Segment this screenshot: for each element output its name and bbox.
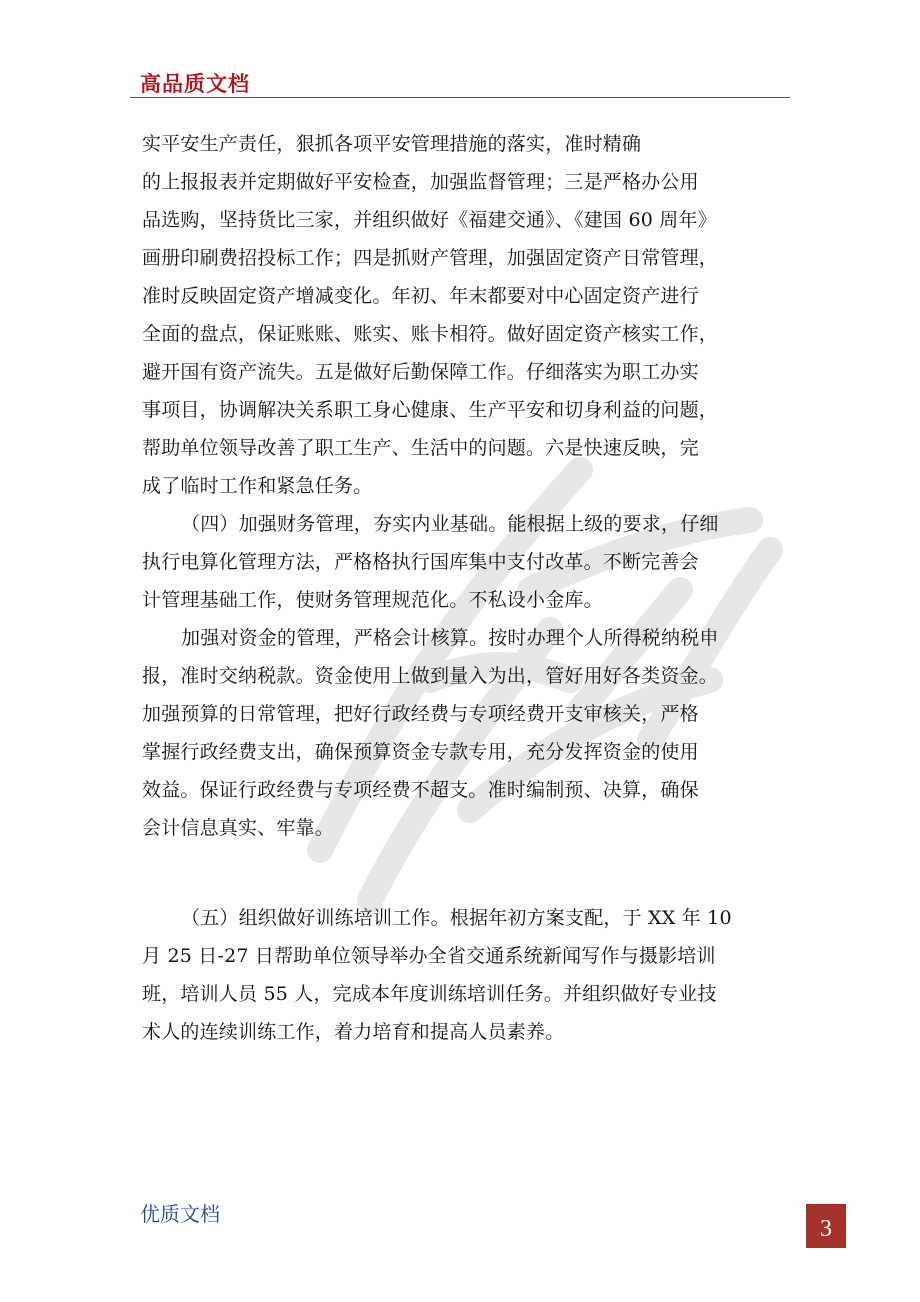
body-line: 品选购，坚持货比三家，并组织做好《福建交通》、《建国 60 周年》	[142, 209, 717, 231]
paragraph-heading-line: （五）组织做好训练培训工作。根据年初方案支配，于 XX 年 10	[181, 907, 732, 929]
body-line: 报，准时交纳税款。资金使用上做到量入为出，管好用好各类资金。	[142, 665, 719, 687]
document-body	[142, 125, 802, 1051]
body-line: 执行电算化管理方法，严格格执行国库集中支付改革。不断完善会	[142, 551, 699, 573]
body-line: 班，培训人员 55 人，完成本年度训练培训任务。并组织做好专业技	[142, 983, 717, 1005]
paragraph-start-line: 加强对资金的管理，严格会计核算。按时办理个人所得税纳税申	[181, 627, 719, 649]
paragraph-gap	[142, 847, 802, 899]
body-line: 全面的盘点，保证账账、账实、账卡相符。做好固定资产核实工作，	[142, 323, 719, 345]
body-line: 画册印刷费招投标工作；四是抓财产管理，加强固定资产日常管理，	[142, 247, 719, 269]
body-line: 避开国有资产流失。五是做好后勤保障工作。仔细落实为职工办实	[142, 361, 699, 383]
body-line: 效益。保证行政经费与专项经费不超支。准时编制预、决算，确保	[142, 779, 699, 801]
header-divider	[130, 97, 790, 98]
footer-title: 优质文档	[140, 1202, 220, 1226]
body-line: 会计信息真实、牢靠。	[142, 817, 335, 839]
page-number-badge: 3	[806, 1204, 846, 1248]
body-line: 月 25 日-27 日帮助单位领导举办全省交通系统新闻写作与摄影培训	[142, 945, 716, 967]
body-line: 准时反映固定资产增减变化。年初、年末都要对中心固定资产进行	[142, 285, 699, 307]
body-line: 实平安生产责任，狠抓各项平安管理措施的落实，准时精确	[142, 133, 642, 155]
body-line: 帮助单位领导改善了职工生产、生活中的问题。六是快速反映，完	[142, 437, 699, 459]
body-line: 的上报报表并定期做好平安检查，加强监督管理；三是严格办公用	[142, 171, 699, 193]
body-line: 事项目，协调解决关系职工身心健康、生产平安和切身利益的问题，	[142, 399, 719, 421]
body-line: 计管理基础工作，使财务管理规范化。不私设小金库。	[142, 589, 603, 611]
body-line: 术人的连续训练工作，着力培育和提高人员素养。	[142, 1021, 565, 1043]
paragraph-heading-line: （四）加强财务管理，夯实内业基础。能根据上级的要求，仔细	[181, 513, 719, 535]
body-line: 加强预算的日常管理，把好行政经费与专项经费开支审核关，严格	[142, 703, 699, 725]
body-line: 掌握行政经费支出，确保预算资金专款专用，充分发挥资金的使用	[142, 741, 699, 763]
header-title: 高品质文档	[140, 72, 250, 96]
body-line: 成了临时工作和紧急任务。	[142, 475, 373, 497]
